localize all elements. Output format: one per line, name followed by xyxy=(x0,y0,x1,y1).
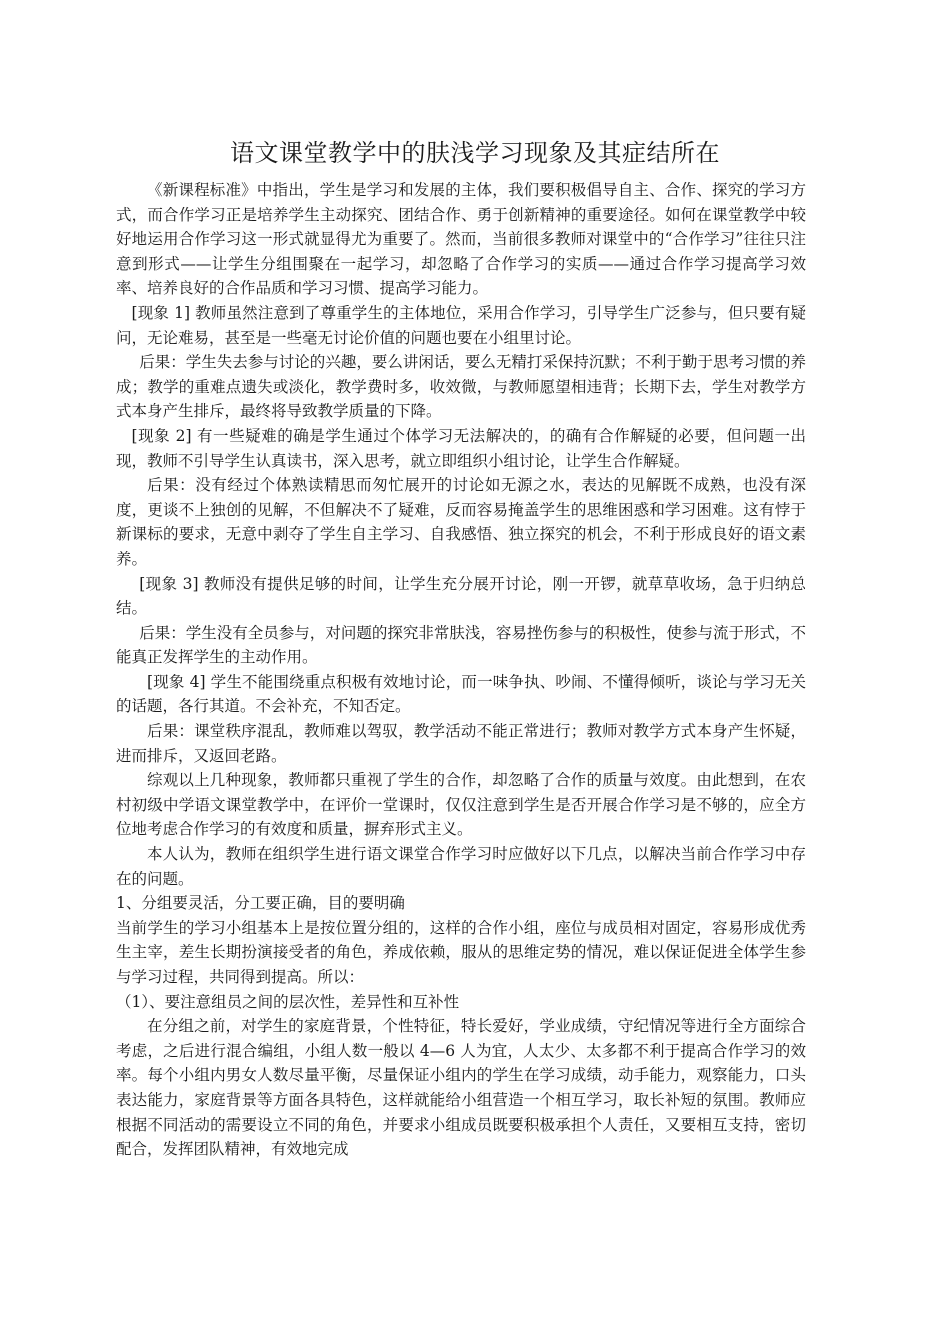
paragraph-phenomenon-2: [现象 2] 有一些疑难的确是学生通过个体学习无法解决的，的确有合作解疑的必要，但问题一出现，教师不引导学生认真读书，深入思考，就立即组织小组讨论，让学生合作解疑。 xyxy=(116,426,806,470)
paragraph-consequence-2: 后果：没有经过个体熟读精思而匆忙展开的讨论如无源之水，表达的见解既不成熟，也没有深度，更谈不上独创的见解，不但解决不了疑难，反而容易掩盖学生的思维困惑和学习困难。这有悖于新课标的要求，无意中剥夺了学生自主学习、自我感悟、独立探究的机会，不利于形成良好的语文素养。 xyxy=(116,476,806,568)
paragraph-phenomenon-3: [现象 3] 教师没有提供足够的时间，让学生充分展开讨论，刚一开锣，就草草收场，急于归纳总结。 xyxy=(116,574,806,618)
paragraph-consequence-1: 后果：学生失去参与讨论的兴趣，要么讲闲话，要么无精打采保持沉默；不利于勤于思考习惯的养成；教学的重难点遗失或淡化，教学费时多，收效微，与教师愿望相违背；长期下去，学生对教学方式本身产生排斥，最终将导致教学质量的下降。 xyxy=(116,353,806,421)
paragraph-consequence-4: 后果：课堂秩序混乱，教师难以驾驭，教学活动不能正常进行；教师对教学方式本身产生怀疑，进而排斥，又返回老路。 xyxy=(116,722,806,765)
paragraph-summary: 综观以上几种现象，教师都只重视了学生的合作，却忽略了合作的质量与效度。由此想到，在农村初级中学语文课堂教学中，在评价一堂课时，仅仅注意到学生是否开展合作学习是不够的，应全方位地考虑合作学习的有效度和质量，摒弃形式主义。 xyxy=(116,771,806,839)
paragraph-consequence-3: 后果：学生没有全员参与，对问题的探究非常肤浅，容易挫伤参与的积极性，使参与流于形式，不能真正发挥学生的主动作用。 xyxy=(116,623,806,667)
paragraph-grouping-detail: 在分组之前，对学生的家庭背景，个性特征，特长爱好，学业成绩，守纪情况等进行全方面综合考虑，之后进行混合编组，小组人数一般以 4—6 人为宜，人太少、太多都不利于提高合作学习的效率。每个小组内男女人数尽量平衡，尽量保证小组内的学生在学习成绩，动手能力，观察能力，口头表达能力，家庭背景等方面各具特色，这样就能给小组营造一个相互学习，取长补短的氛围。教师应根据不同活动的需要设立不同的角色，并要求小组成员既要积极承担个人责任，又要相互支持，密切配合，发挥团队精神，有效地完成 xyxy=(116,1017,806,1159)
subsection-heading-1: （1）、要注意组员之间的层次性，差异性和互补性 xyxy=(116,992,460,1011)
paragraph-phenomenon-4: [现象 4] 学生不能围绕重点积极有效地讨论，而一味争执、吵闹、不懂得倾听，谈论与学习无关的话题，各行其道。不会补充，不知否定。 xyxy=(116,672,806,716)
paragraph-grouping: 当前学生的学习小组基本上是按位置分组的，这样的合作小组，座位与成员相对固定，容易形成优秀生主宰，差生长期扮演接受者的角色，养成依赖，服从的思维定势的情况，难以保证促进全体学生参与学习过程，共同得到提高。所以： xyxy=(116,918,806,986)
paragraph-phenomenon-1: [现象 1] 教师虽然注意到了尊重学生的主体地位，采用合作学习，引导学生广泛参与，但只要有疑问，无论难易，甚至是一些毫无讨论价值的问题也要在小组里讨论。 xyxy=(116,303,806,347)
document-body xyxy=(116,178,806,1162)
document-title: 语文课堂教学中的肤浅学习现象及其症结所在 xyxy=(230,139,720,167)
paragraph-intro: 《新课程标准》中指出，学生是学习和发展的主体，我们要积极倡导自主、合作、探究的学习方式，而合作学习正是培养学生主动探究、团结合作、勇于创新精神的重要途径。如何在课堂教学中较好地运用合作学习这一形式就显得尤为重要了。然而，当前很多教师对课堂中的“合作学习”往往只注意到形式——让学生分组围聚在一起学习，却忽略了合作学习的实质——通过合作学习提高学习效率、培养良好的合作品质和学习习惯、提高学习能力。 xyxy=(116,181,806,298)
section-heading-1: 1、分组要灵活，分工要正确，目的要明确 xyxy=(116,894,405,913)
paragraph-opinion: 本人认为，教师在组织学生进行语文课堂合作学习时应做好以下几点，以解决当前合作学习中存在的问题。 xyxy=(116,845,806,888)
